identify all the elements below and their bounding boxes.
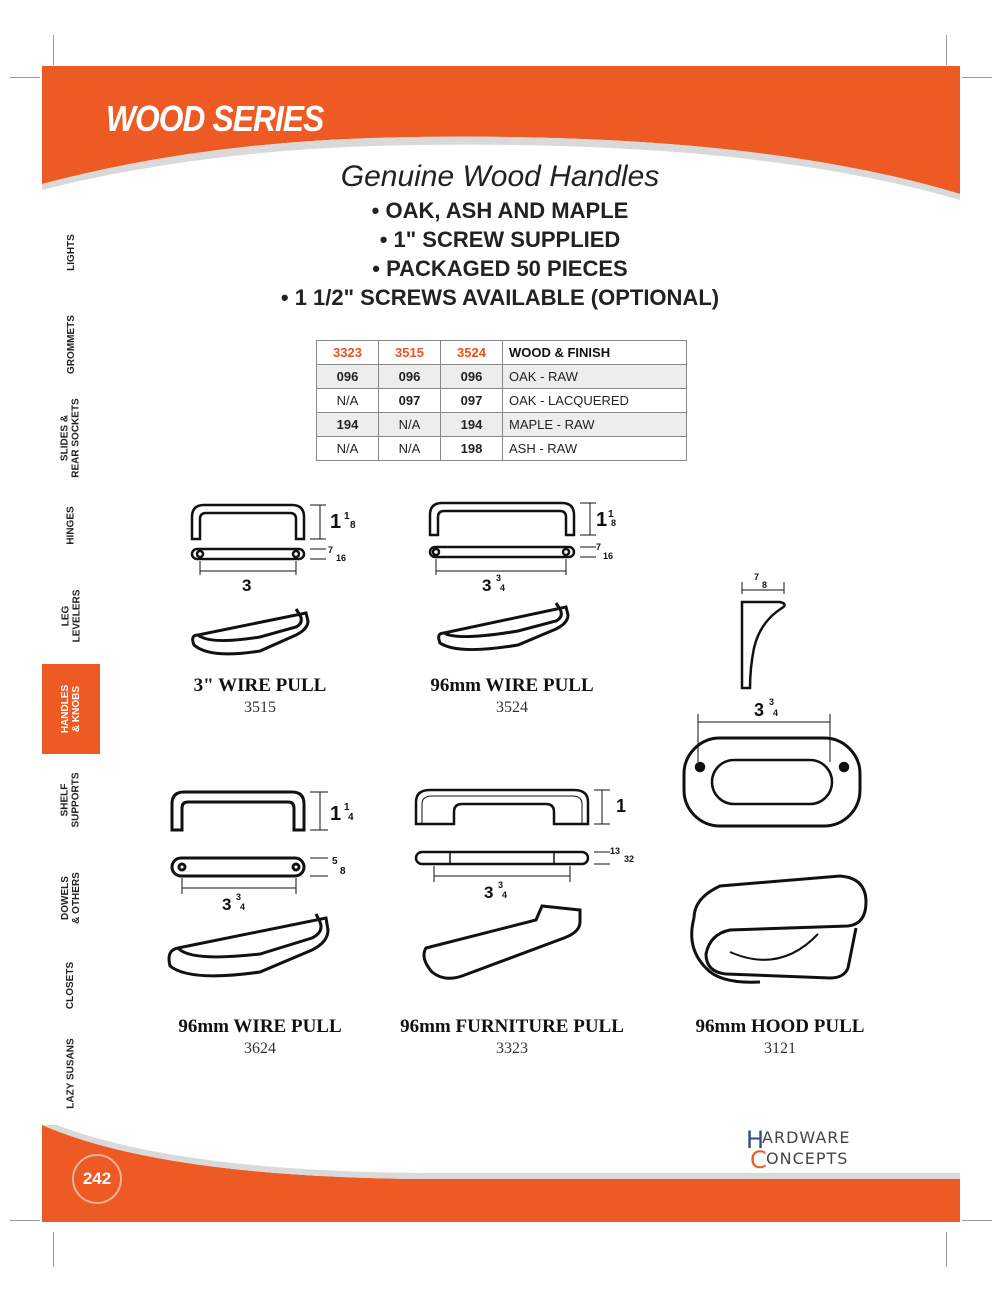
p5-width-whole: 3	[754, 700, 765, 720]
p5-width-den: 4	[773, 708, 779, 718]
product-name: 96mm WIRE PULL	[430, 675, 594, 696]
side-tab-hinges[interactable]: HINGES	[65, 505, 77, 545]
table-cell: 194	[317, 413, 379, 437]
crop-mark	[53, 35, 54, 65]
p5-depth-num: 7	[754, 572, 760, 582]
product-drawing-3524	[418, 495, 618, 670]
side-tab-lazy-susans[interactable]: LAZY SUSANS	[65, 1037, 77, 1109]
crop-mark	[53, 1232, 54, 1267]
p1-depth-num: 7	[328, 545, 334, 555]
p2-depth-num: 7	[596, 542, 602, 552]
table-header: 3323	[317, 341, 379, 365]
p2-width-whole: 3	[482, 576, 492, 595]
table-cell: OAK - LACQUERED	[503, 389, 687, 413]
product-name: 3" WIRE PULL	[193, 675, 327, 696]
table-header: 3524	[441, 341, 503, 365]
bullet-screws-optional: • 1 1/2" SCREWS AVAILABLE (OPTIONAL)	[280, 285, 720, 310]
side-tab-slides[interactable]: SLIDES & REAR SOCKETS	[60, 398, 83, 478]
product-name: 96mm FURNITURE PULL	[400, 1016, 624, 1037]
product-name: 96mm WIRE PULL	[178, 1016, 342, 1037]
p5-depth-den: 8	[762, 580, 768, 590]
series-title: WOOD SERIES	[106, 98, 324, 139]
p4-depth-num: 13	[610, 846, 621, 856]
table-cell: 194	[441, 413, 503, 437]
p1-height-num: 1	[344, 511, 350, 522]
crop-mark	[962, 1220, 992, 1221]
p2-height-whole: 1	[596, 509, 608, 531]
product-code: 3515	[244, 699, 276, 716]
p3-height-num: 1	[344, 802, 350, 813]
page-subtitle: Genuine Wood Handles	[340, 160, 660, 193]
table-cell: 097	[379, 389, 441, 413]
p3-depth-num: 5	[332, 856, 338, 867]
table-cell: N/A	[317, 437, 379, 461]
p2-depth-den: 16	[603, 551, 614, 561]
product-code: 3121	[764, 1040, 796, 1057]
p3-height-den: 4	[348, 812, 354, 823]
logo-c: C	[750, 1146, 767, 1170]
logo-h: H	[746, 1126, 765, 1154]
table-header: WOOD & FINISH	[503, 341, 687, 365]
p2-height-den: 8	[611, 518, 617, 528]
p1-width: 3	[242, 576, 252, 595]
product-drawing-3323	[404, 782, 644, 992]
p3-depth-den: 8	[340, 866, 346, 877]
page-number: 242	[72, 1154, 122, 1204]
side-tab-leg-levelers[interactable]: LEG LEVELERS	[59, 589, 82, 643]
table-row	[317, 389, 687, 413]
p4-height: 1	[616, 796, 627, 816]
product-name: 96mm HOOD PULL	[695, 1016, 865, 1037]
table-row	[317, 365, 687, 389]
hardware-concepts-logo	[746, 1124, 876, 1170]
product-code: 3524	[496, 699, 528, 716]
table-cell: 097	[441, 389, 503, 413]
table-cell: N/A	[317, 389, 379, 413]
table-header-row	[317, 341, 687, 365]
table-cell: 096	[379, 365, 441, 389]
finish-table	[316, 340, 687, 461]
table-cell: 096	[317, 365, 379, 389]
crop-mark	[10, 1220, 40, 1221]
table-cell: 096	[441, 365, 503, 389]
side-tab-handles-knobs[interactable]: HANDLES & KNOBS	[42, 664, 100, 754]
table-cell: N/A	[379, 437, 441, 461]
p1-height-whole: 1	[330, 511, 342, 533]
bullet-screw: • 1" SCREW SUPPLIED	[379, 227, 621, 252]
bullet-packaged: • PACKAGED 50 PIECES	[372, 256, 628, 281]
product-drawing-3624	[160, 782, 370, 992]
table-cell: ASH - RAW	[503, 437, 687, 461]
crop-mark	[962, 77, 992, 78]
table-header: 3515	[379, 341, 441, 365]
bullet-wood: • OAK, ASH AND MAPLE	[371, 198, 629, 223]
crop-mark	[10, 77, 40, 78]
p2-height-num: 1	[608, 509, 614, 520]
p3-width-whole: 3	[222, 895, 232, 914]
crop-mark	[946, 35, 947, 65]
product-code: 3323	[496, 1040, 528, 1057]
side-tab-lights[interactable]: LIGHTS	[65, 233, 77, 271]
side-tab-grommets[interactable]: GROMMETS	[65, 314, 77, 374]
side-tab-closets[interactable]: CLOSETS	[65, 961, 77, 1009]
table-cell: MAPLE - RAW	[503, 413, 687, 437]
table-cell: N/A	[379, 413, 441, 437]
p4-width-den: 4	[502, 890, 508, 900]
side-tab-shelf-supports[interactable]: SHELF SUPPORTS	[59, 772, 82, 828]
table-row	[317, 437, 687, 461]
table-row	[317, 413, 687, 437]
logo-line2: ONCEPTS	[766, 1149, 849, 1168]
crop-mark	[946, 1232, 947, 1267]
table-cell: 198	[441, 437, 503, 461]
logo-line1: ARDWARE	[762, 1128, 851, 1147]
p4-width-num: 3	[498, 880, 504, 890]
p4-depth-den: 32	[624, 854, 635, 864]
p4-width-whole: 3	[484, 883, 494, 902]
p5-width-num: 3	[769, 697, 775, 707]
p3-width-num: 3	[236, 892, 242, 902]
p2-width-num: 3	[496, 573, 502, 583]
product-drawing-3121	[670, 568, 890, 1008]
p3-height-whole: 1	[330, 803, 342, 825]
side-tab-dowels[interactable]: DOWELS & OTHERS	[59, 872, 82, 924]
product-drawing-3515	[180, 495, 370, 670]
p2-width-den: 4	[500, 583, 506, 593]
table-cell: OAK - RAW	[503, 365, 687, 389]
p1-depth-den: 16	[336, 553, 347, 563]
p1-height-den: 8	[350, 520, 356, 531]
p3-width-den: 4	[240, 902, 246, 912]
product-code: 3624	[244, 1040, 276, 1057]
